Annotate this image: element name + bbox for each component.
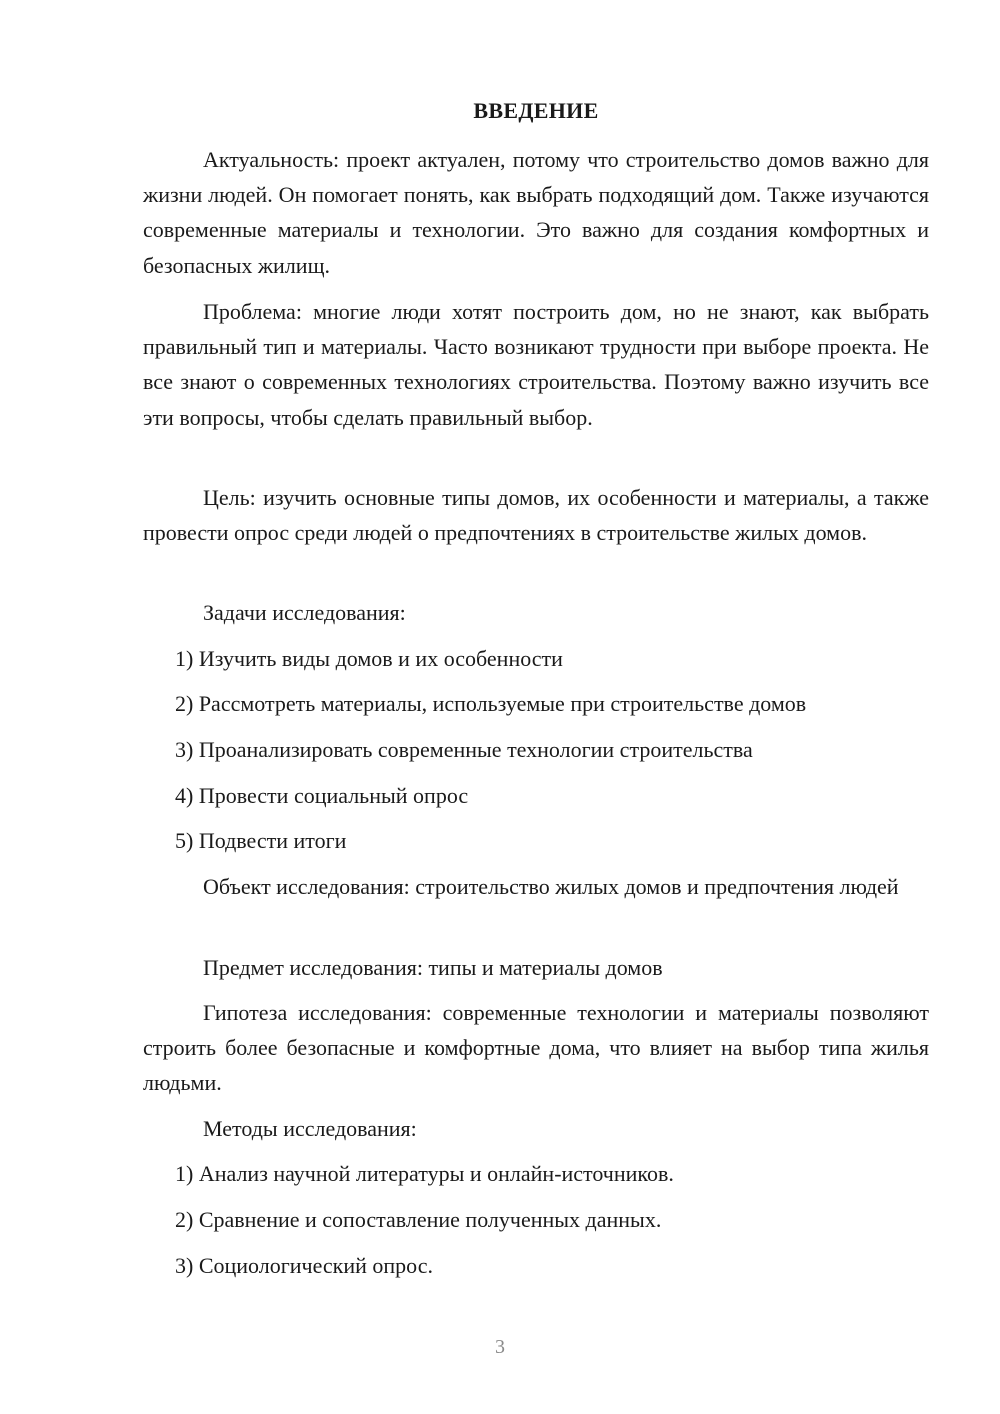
method-list-item: 1) Анализ научной литературы и онлайн-источников. (175, 1161, 674, 1186)
problem-block (143, 294, 929, 435)
relevance-paragraph: Актуальность: проект актуален, потому что строительство домов важно для жизни людей. Он помогает понять, как выбрать подходящий дом. Также изучаются современные материалы и технологии. Это важно для создания комфортных и безопасных жилищ. (143, 147, 929, 278)
method-list-item: 3) Социологический опрос. (175, 1253, 433, 1278)
methods-intro-block (143, 1111, 929, 1146)
problem-paragraph: Проблема: многие люди хотят построить дом, но не знают, как выбрать правильный тип и материалы. Часто возникают трудности при выборе проекта. Не все знают о современных технологиях строительства. Поэтому важно изучить все эти вопросы, чтобы сделать правильный выбор. (143, 299, 929, 430)
relevance-block (143, 142, 929, 283)
subject-paragraph: Предмет исследования: типы и материалы домов (203, 955, 663, 980)
object-block (143, 869, 929, 904)
task-list-item: 5) Подвести итоги (175, 828, 347, 853)
method-item-3-block (143, 1248, 929, 1283)
goal-block (143, 480, 929, 550)
object-paragraph: Объект исследования: строительство жилых домов и предпочтения людей (203, 874, 899, 899)
task-list-item: 1) Изучить виды домов и их особенности (175, 646, 563, 671)
task-item-1-block (143, 641, 929, 676)
method-item-1-block (143, 1156, 929, 1191)
page-number: 3 (495, 1336, 505, 1358)
tasks-heading: Задачи исследования: (203, 600, 406, 625)
subject-block (143, 950, 929, 985)
task-item-3-block (143, 732, 929, 767)
document-page (143, 0, 929, 1414)
task-list-item: 4) Провести социальный опрос (175, 783, 469, 808)
hypothesis-block (143, 995, 929, 1101)
method-list-item: 2) Сравнение и сопоставление полученных данных. (175, 1207, 662, 1232)
task-list-item: 3) Проанализировать современные технологии строительства (175, 737, 753, 762)
methods-heading: Методы исследования: (203, 1116, 417, 1141)
tasks-intro-block (143, 595, 929, 630)
task-list-item: 2) Рассмотреть материалы, используемые при строительстве домов (175, 691, 807, 716)
task-item-5-block (143, 823, 929, 858)
method-item-2-block (143, 1202, 929, 1237)
task-item-2-block (143, 686, 929, 721)
page-title: ВВЕДЕНИЕ (473, 98, 599, 123)
goal-paragraph: Цель: изучить основные типы домов, их особенности и материалы, а также провести опрос среди людей о предпочтениях в строительстве жилых домов. (143, 485, 929, 546)
hypothesis-paragraph: Гипотеза исследования: современные технологии и материалы позволяют строить более безопасные и комфортные дома, что влияет на выбор типа жилья людьми. (143, 1000, 929, 1096)
task-item-4-block (143, 778, 929, 813)
